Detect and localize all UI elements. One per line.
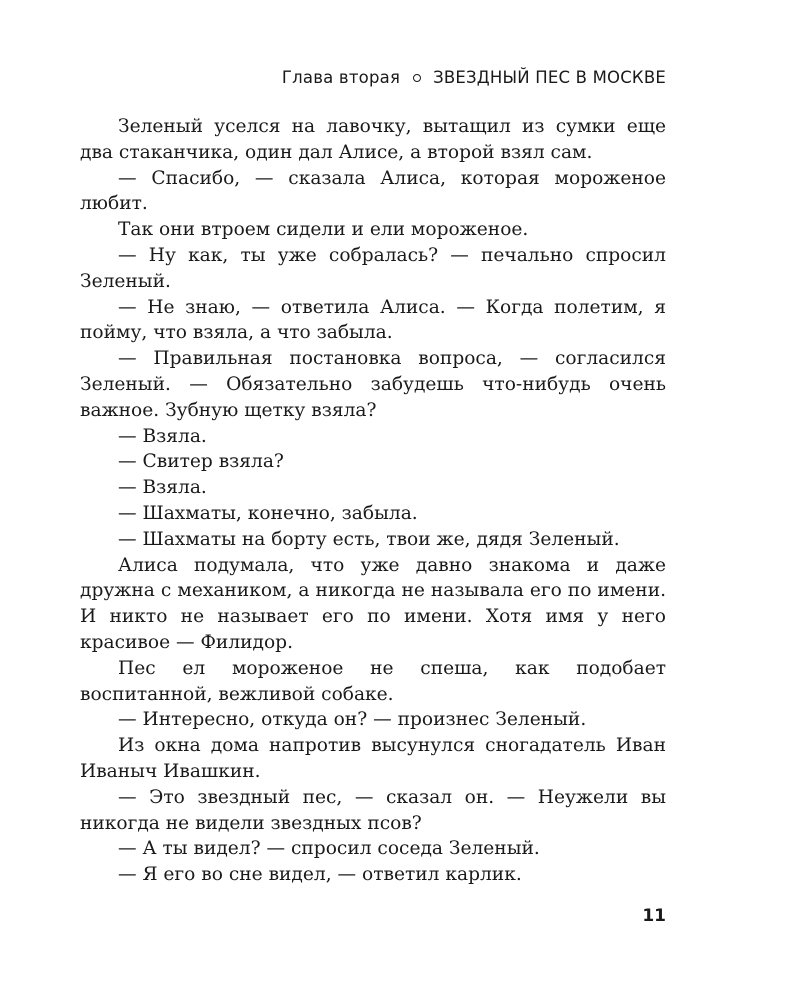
paragraph: Алиса подумала, что уже давно знакома и даже дружна с механиком, а никогда не называла его по имени. И никто не называет его по имени. Хотя имя у него красивое — Филидор. (80, 554, 666, 653)
chapter-title: ЗВЕЗДНЫЙ ПЕС В МОСКВЕ (433, 68, 666, 87)
paragraph: — Я его во сне видел, — ответил карлик. (118, 864, 522, 886)
paragraph: Так они втроем сидели и ели мороженое. (118, 219, 529, 241)
paragraph: — Свитер взяла? (118, 451, 284, 473)
paragraph: — Это звездный пес, — сказал он. — Неужели вы никогда не видели звездных псов? (80, 786, 666, 834)
paragraph: — А ты видел? — спросил соседа Зеленый. (118, 838, 540, 860)
running-header (282, 68, 666, 87)
paragraph: — Ну как, ты уже собралась? — печально спросил Зеленый. (80, 244, 666, 292)
paragraph: — Правильная постановка вопроса, — согласился Зеленый. — Обязательно забудешь что-нибудь очень важное. Зубную щетку взяла? (80, 348, 666, 421)
paragraph: — Не знаю, — ответила Алиса. — Когда полетим, я пойму, что взяла, а что забыла. (80, 296, 666, 344)
separator-bullet-icon (413, 74, 421, 82)
paragraph: Из окна дома напротив высунулся сногадатель Иван Иваныч Ивашкин. (80, 735, 666, 782)
paragraph: — Взяла. (118, 425, 207, 447)
chapter-label: Глава вторая (281, 68, 401, 87)
paragraph: — Взяла. (118, 477, 207, 499)
paragraph: — Спасибо, — сказала Алиса, которая мороженое любит. (80, 167, 666, 215)
body-text (80, 114, 666, 888)
paragraph: — Шахматы на борту есть, твои же, дядя Зеленый. (118, 528, 620, 550)
paragraph: Пес ел мороженое не спеша, как подобает воспитанной, вежливой собаке. (80, 657, 666, 705)
paragraph: — Шахматы, конечно, забыла. (118, 502, 418, 524)
paragraph: Зеленый уселся на лавочку, вытащил из сумки еще два стаканчика, один дал Алисе, а второй взял сам. (80, 116, 666, 163)
paragraph: — Интересно, откуда он? — произнес Зеленый. (118, 709, 587, 731)
page-number: 11 (642, 906, 666, 926)
